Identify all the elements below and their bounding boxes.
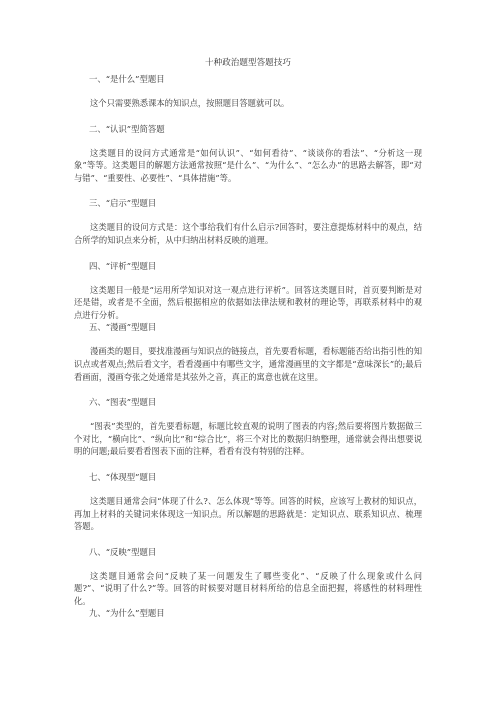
section-heading: 七、“体现型”题目: [89, 471, 157, 482]
section-body: 这类题目一般是“运用所学知识对这一观点进行评析”。回答这类题目时，首页要判断是对还是错，或者是不全面，然后根据相应的依据如法律法规和教材的理论等，再联系材料中的观点进行分析。: [74, 284, 422, 320]
section-body: “图表”类型的，首先要看标题，标题比较直观的说明了图表的内容;然后要将图片数据做三个对比，“横向比”、“纵向比”和“综合比”，将三个对比的数据归纳整理，通常就会得出想要说明的问题;最后要看看图表下面的注释，看看有没有特别的注释。: [74, 421, 422, 457]
section-heading: 二、“认识”型简答题: [89, 123, 165, 134]
section-heading: 一、“是什么”型题目: [89, 74, 165, 84]
section-1: [74, 73, 422, 110]
section-heading: 八、“反映”型题目: [89, 546, 157, 557]
section-heading: 六、“图表”型题目: [89, 397, 157, 408]
section-4: [74, 260, 422, 322]
section-heading: 五、“漫画”型题目: [89, 322, 157, 333]
section-6: [74, 396, 422, 458]
section-3: [74, 197, 422, 246]
section-body: 这类题目通常会问“反映了某一问题发生了哪些变化”、“反映了什么现象或什么问题?”、“说明了什么?”等。回答的时候要对题目材料所给的信息全面把握，将感性的材料理性化。: [74, 570, 422, 606]
section-body: 这类题目通常会问“体现了什么?、怎么体现”等等。回答的时候，应该写上教材的知识点，再加上材料的关键词来体现这一知识点。所以解题的思路就是：定知识点、联系知识点、梳理答题。: [74, 495, 422, 532]
section-body: 漫画类的题目，要找准漫画与知识点的链接点，首先要看标题，看标题能否给出指引性的知识点或者观点;然后看文字，看看漫画中有哪些文字，通常漫画里的文字都是“意味深长”的;最后看画面，漫画夸张之处通常是其弦外之音，真正的寓意也就在这里。: [74, 346, 422, 382]
section-8: [74, 546, 422, 608]
section-7: [74, 471, 422, 533]
section-heading: 九、“为什么”型题目: [89, 608, 165, 619]
document-title: 十种政治题型答题技巧: [205, 58, 291, 68]
section-heading: 三、“启示”型题目: [89, 198, 157, 209]
section-body: 这类题目的设问方式是：这个事给我们有什么启示?回答时，要注意提炼材料中的观点，结合所学的知识点来分析，从中归纳出材料反映的道理。: [74, 222, 422, 245]
section-2: [74, 123, 422, 185]
section-5: [74, 321, 422, 383]
section-body: 这类题目的设问方式通常是“如何认识”、“如何看待”、“谈谈你的看法”、“分析这一现象”等等。这类题目的解题方法通常按照“是什么”、“为什么”、“怎么办”的思路去解答，即“对与错”、“重要性、必要性”、“具体措施”等。: [74, 147, 422, 183]
section-body: 这个只需要熟悉课本的知识点，按照题目答题就可以。: [90, 98, 290, 108]
section-heading: 四、“评析”型题目: [89, 260, 157, 271]
section-9: [74, 607, 422, 619]
